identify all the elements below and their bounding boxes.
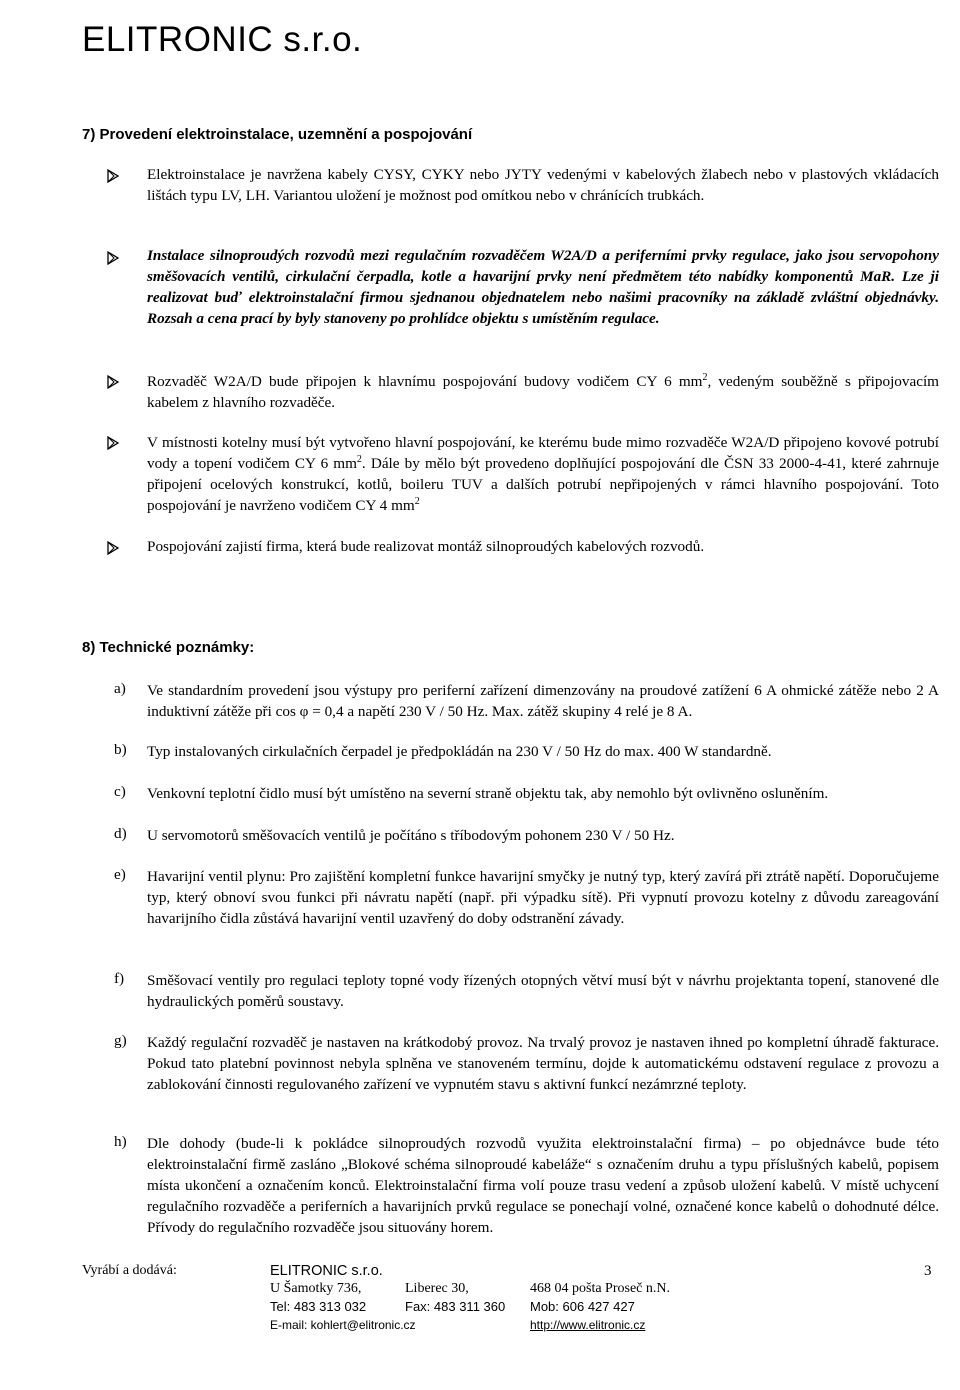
company-header: ELITRONIC s.r.o. (82, 20, 363, 59)
arrow-bullet-icon (105, 374, 121, 390)
item-c-text: Venkovní teplotní čidlo musí být umístěno na severní straně objektu tak, aby nemohlo být ovlivněno osluněním. (147, 785, 829, 802)
footer-fax: Fax: 483 311 360 (405, 1299, 506, 1314)
item-label: d) (114, 825, 127, 842)
arrow-bullet-icon (105, 168, 121, 184)
item-label: c) (114, 783, 126, 800)
footer-street: U Šamotky 736, (270, 1281, 362, 1296)
section-7-title: 7) Provedení elektroinstalace, uzemnění a pospojování (82, 126, 473, 143)
item-h-text: Dle dohody (bude-li k pokládce silnoproudých rozvodů využita elektroinstalační firma) – po objednávce bude této elektroinstalační firmě zasláno „Blokové schéma silnoproudé kabeláže“ s označením druhu a typu příslušných kabelů, popisem místa ukončení a označením konců. Elektroinstalační firma volí pouze trasu vedení a způsob uložení kabelů. V místě uchycení regulačního rozvaděče a periferních a havarijních prvků regulace se ponechají volné, označené konce kabelů o dohodnuté délce. Přívody do regulačního rozvaděče jsou situovány horem. (147, 1135, 939, 1236)
section-7-bullet-3 (147, 371, 939, 413)
footer-mobile: Mob: 606 427 427 (530, 1299, 635, 1314)
footer-company: ELITRONIC s.r.o. (270, 1263, 383, 1279)
item-label: b) (114, 741, 127, 758)
footer-tel: Tel: 483 313 032 (270, 1299, 367, 1314)
footer-label: Vyrábí a dodává: (82, 1263, 177, 1278)
section-7-bullet-1: Elektroinstalace je navržena kabely CYSY, CYKY nebo JYTY vedenými v kabelových žlabech nebo v plastových vkládacích lištách typu LV, LH. Variantou uložení je možnost pod omítkou nebo v chránících trubkách. (147, 166, 939, 204)
item-e-text: Havarijní ventil plynu: Pro zajištění kompletní funkce havarijní smyčky je nutný typ, který zavírá při ztrátě napětí. Doporučujeme typ, který obnoví svou funkci při návratu napětí (např. při výpadku sítě). Při vypnutí provozu kotelny z důvodu zareagování havarijního čidla zůstává havarijní ventil uzavřený do doby odstranění závady. (147, 868, 939, 927)
item-a-text: Ve standardním provedení jsou výstupy pro periferní zařízení dimenzovány na proudové zatížení 6 A ohmické zátěže nebo 2 A induktivní zátěže při cos φ = 0,4 a napětí 230 V / 50 Hz. Max. zátěž skupiny 4 relé je 8 A. (147, 682, 939, 720)
item-d-text: U servomotorů směšovacích ventilů je počítáno s tříbodovým pohonem 230 V / 50 Hz. (147, 827, 675, 844)
bullet-3-superscript: 2 (702, 371, 708, 383)
item-f-text: Směšovací ventily pro regulaci teploty topné vody řízených otopných větví musí být v návrhu projektanta topení, stanovené dle hydraulických poměrů soustavy. (147, 972, 939, 1010)
section-7-bullet-4 (147, 432, 939, 516)
footer-zip: 468 04 pošta Proseč n.N. (530, 1281, 670, 1296)
arrow-bullet-icon (105, 250, 121, 266)
section-7-bullet-2: Instalace silnoproudých rozvodů mezi regulačním rozvaděčem W2A/D a periferními prvky regulace, jako jsou servopohony směšovacích ventilů, cirkulační čerpadla, kotle a havarijní prvky není předmětem této nabídky komponentů MaR. Lze ji realizovat buď elektroinstalační firmou sjednanou objednatelem nebo našimi pracovníky na základě zvláštní objednávky. Rozsah a cena prací by byly stanoveny po prohlídce objektu s umístěním regulace. (147, 247, 939, 327)
footer-email[interactable]: E-mail: kohlert@elitronic.cz (270, 1318, 416, 1332)
item-label: a) (114, 680, 126, 697)
item-label: h) (114, 1133, 127, 1150)
arrow-bullet-icon (105, 540, 121, 556)
footer-city: Liberec 30, (405, 1281, 469, 1296)
page-number: 3 (924, 1263, 932, 1279)
bullet-4-text-b: . Dále by mělo být provedeno doplňující pospojování dle ČSN 33 2000-4-41, které zahrnuje připojení ocelových konstrukcí, kotlů, boileru TUV a dalších potrubí nepřipojených v rámci hlavního pospojování. Toto pospojování je navrženo vodičem CY 4 mm (147, 455, 939, 514)
bullet-4-text-a: V místnosti kotelny musí být vytvořeno hlavní pospojování, ke kterému bude mimo rozvaděče W2A/D připojeno kovové potrubí vody a topení vodičem CY 6 mm (147, 434, 939, 472)
bullet-4-superscript-1: 2 (356, 453, 362, 465)
item-g-text: Každý regulační rozvaděč je nastaven na krátkodobý provoz. Na trvalý provoz je nastaven ihned po kompletní úhradě fakturace. Pokud tato platební povinnost nebyla splněna ve stanoveném termínu, dojde k automatickému odstavení regulace z provozu a zablokování činnosti regulovaného zařízení ve vypnutém stavu s aktivní funkcí nezámrzné teploty. (147, 1034, 939, 1093)
bullet-3-text-b: , vedeným souběžně s připojovacím kabelem z hlavního rozvaděče. (147, 373, 939, 411)
bullet-4-superscript-2: 2 (414, 495, 420, 507)
item-b-text: Typ instalovaných cirkulačních čerpadel je předpokládán na 230 V / 50 Hz do max. 400 W standardně. (147, 743, 772, 760)
item-label: e) (114, 866, 126, 883)
footer-website-link[interactable]: http://www.elitronic.cz (530, 1318, 646, 1332)
section-7-bullet-5: Pospojování zajistí firma, která bude realizovat montáž silnoproudých kabelových rozvodů. (147, 538, 705, 555)
item-label: f) (114, 970, 125, 987)
section-8-title: 8) Technické poznámky: (82, 639, 255, 656)
arrow-bullet-icon (105, 435, 121, 451)
item-label: g) (114, 1032, 127, 1049)
bullet-3-text-a: Rozvaděč W2A/D bude připojen k hlavnímu pospojování budovy vodičem CY 6 mm (147, 373, 703, 390)
